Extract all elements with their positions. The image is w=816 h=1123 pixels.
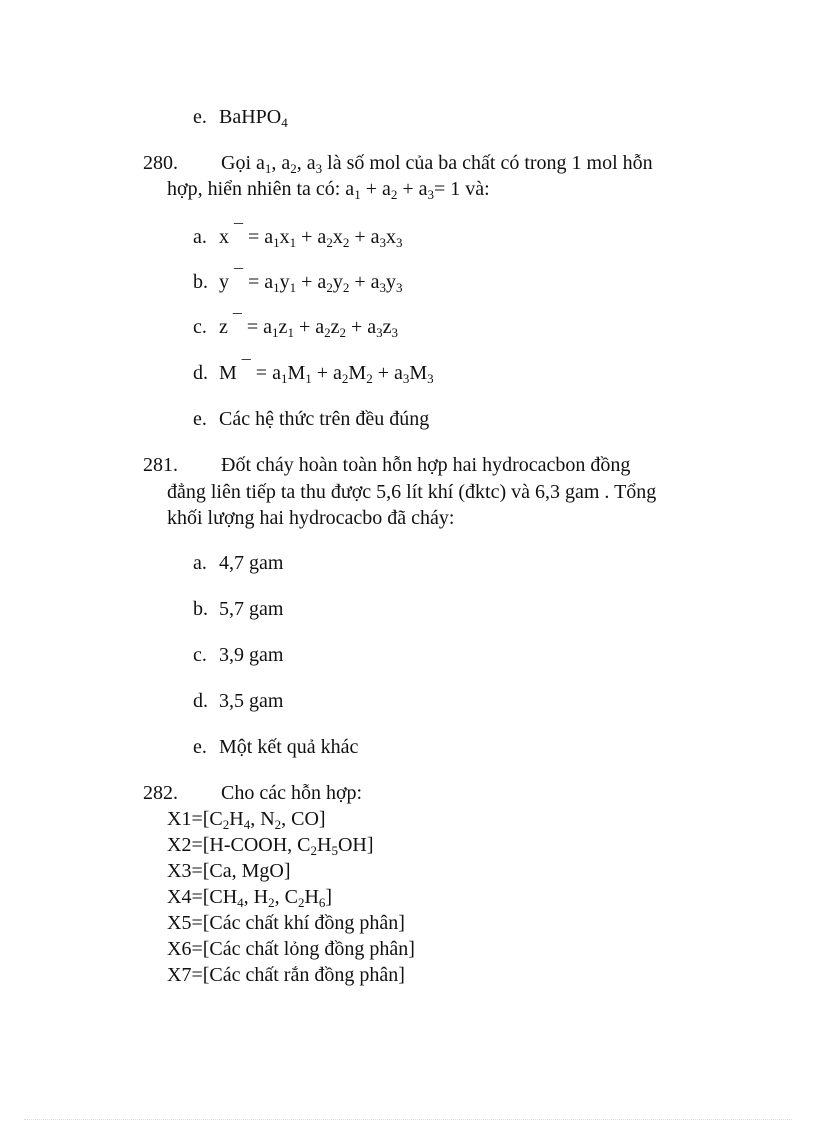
q280-line2: hợp, hiển nhiên ta có: $a_1 + a_2 + a_3= 1$ và:: [167, 178, 490, 202]
q282-line1: 282. Cho các hỗn hợp:: [143, 782, 363, 804]
q281-option-b: b. 5,7 gam: [193, 598, 284, 620]
q282-x4: $X4=[CH_4$, $H_2$, $C_2H_6$]: [167, 886, 333, 910]
q282-x2: X2=[H-COOH, $C_2H_5OH$]: [167, 834, 374, 858]
q281-option-e: e. Một kết quả khác: [193, 736, 359, 758]
q281-option-a: a. 4,7 gam: [193, 552, 284, 574]
q280-option-a: a. x $^¯ = a_1x_1 + a_2x_2 + a_3x_3$: [193, 221, 403, 250]
page-bottom-divider: [24, 1119, 792, 1120]
q280-option-e: e. Các hệ thức trên đều đúng: [193, 408, 430, 430]
q282-x7: X7=[Các chất rắn đồng phân]: [167, 964, 405, 986]
q280-option-b: b. y $^¯ = a_1y_1 + a_2y_2 + a_3y_3$: [193, 266, 403, 295]
q281-number: 281.: [143, 454, 178, 476]
q282-x3: X3=[Ca, MgO]: [167, 860, 291, 882]
q281-option-d: d. 3,5 gam: [193, 690, 284, 712]
q282-x1: $X1=[C_2H_4$, $N_2$, CO]: [167, 808, 326, 832]
q281-line1: 281. Đốt cháy hoàn toàn hỗn hợp hai hydrocacbon đồng: [143, 454, 631, 476]
q282-number: 282.: [143, 782, 178, 804]
q281-line3: khối lượng hai hydrocacbo đã cháy:: [167, 507, 455, 529]
q280-number: 280.: [143, 152, 178, 174]
q281-line2: đẳng liên tiếp ta thu được 5,6 lít khí (đktc) và 6,3 gam . Tổng: [167, 481, 657, 503]
q282-x6: X6=[Các chất lỏng đồng phân]: [167, 938, 415, 960]
q280-line1: 280. Gọi $a_1$, $a_2$, $a_3$ là số mol của ba chất có trong 1 mol hỗn: [143, 152, 653, 176]
q282-x5: X5=[Các chất khí đồng phân]: [167, 912, 405, 934]
q280-option-d: d. M $^¯ = a_1M_1 + a_2M_2 + a_3M_3$: [193, 357, 434, 386]
q281-option-c: c. 3,9 gam: [193, 644, 284, 666]
prev-option-e: e. BaHPO$_4$: [193, 106, 288, 130]
q280-option-c: c. z $^¯ = a_1z_1 + a_2z_2 + a_3z_3$: [193, 311, 399, 340]
